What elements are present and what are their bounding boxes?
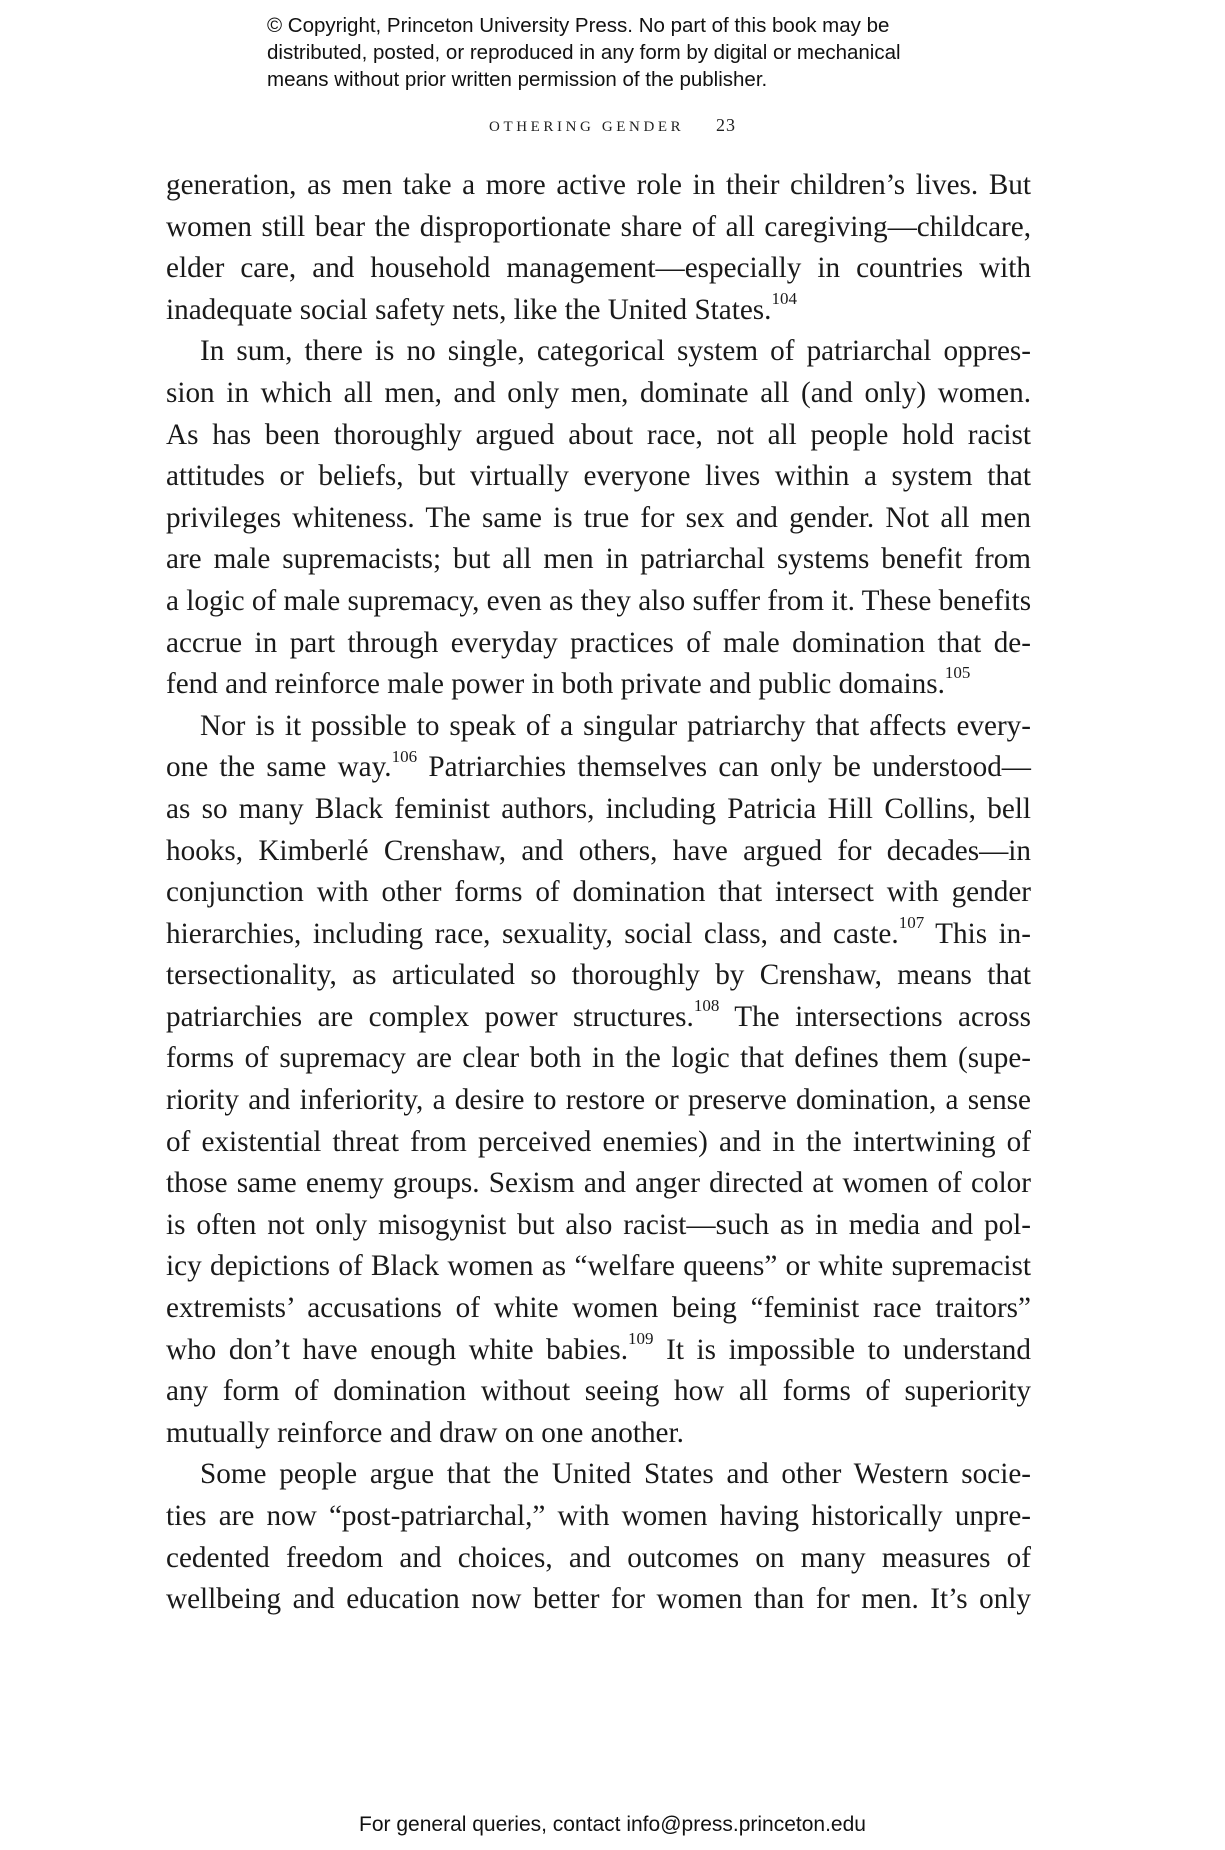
text-line: sion in which all men, and only men, dominate all (and only) women. [166, 376, 1031, 409]
text-line: one the same way.$^{106}$ Patriarchies themselves can only be understood— [166, 746, 1031, 784]
text-line: privileges whiteness. The same is true for sex and gender. Not all men [166, 501, 1031, 534]
footer-contact: For general queries, contact info@press.princeton.edu [359, 1813, 866, 1836]
text-line: As has been thoroughly argued about race, not all people hold racist [166, 418, 1031, 451]
copyright-line: means without prior written permission of the publisher. [267, 68, 768, 91]
text-line: hooks, Kimberlé Crenshaw, and others, have argued for decades—in [166, 834, 1031, 867]
text-line: In sum, there is no single, categorical system of patriarchal oppres- [200, 335, 1031, 368]
text-line: extremists’ accusations of white women being “feminist race traitors” [166, 1292, 1031, 1325]
text-line: hierarchies, including race, sexuality, social class, and caste.$^{107}$ This in- [166, 912, 1031, 950]
footnote-marker: 104 [771, 289, 797, 309]
copyright-line: distributed, posted, or reproduced in any form by digital or mechanical [267, 41, 901, 64]
text-line: riority and inferiority, a desire to restore or preserve domination, a sense [166, 1084, 1031, 1117]
text-line: accrue in part through everyday practices of male domination that de- [166, 626, 1031, 659]
text-line: a logic of male supremacy, even as they also suffer from it. These benefits [166, 584, 1032, 617]
text-line: tersectionality, as articulated so thoroughly by Crenshaw, means that [166, 959, 1031, 992]
text-line: ties are now “post-patriarchal,” with women having historically unpre- [166, 1500, 1031, 1532]
text-line: who don’t have enough white babies.$^{109}$ It is impossible to understand [166, 1328, 1031, 1366]
text-line: is often not only misogynist but also racist—such as in media and pol- [166, 1208, 1031, 1241]
text-line: conjunction with other forms of domination that intersect with gender [166, 876, 1031, 909]
body-text [166, 165, 1031, 1621]
page-number: 23 [715, 115, 736, 135]
footnote-marker: 109 [628, 1328, 654, 1348]
text-line: any form of domination without seeing how all forms of superiority [166, 1375, 1031, 1408]
text-line: forms of supremacy are clear both in the logic that defines them (supe- [166, 1042, 1031, 1075]
text-line: Nor is it possible to speak of a singular patriarchy that affects every- [200, 709, 1031, 742]
text-line: patriarchies are complex power structures.$^{108}$ The intersections across [166, 996, 1031, 1033]
text-line: as so many Black feminist authors, including Patricia Hill Collins, bell [166, 792, 1031, 825]
text-line: fend and reinforce male power in both private and public domains.$^{105}$ [166, 663, 971, 701]
text-line: of existential threat from perceived enemies) and in the intertwining of [166, 1125, 1031, 1158]
text-line: generation, as men take a more active role in their children’s lives. But [166, 169, 1031, 201]
footnote-marker: 106 [391, 746, 418, 766]
text-line: mutually reinforce and draw on one another. [166, 1416, 684, 1449]
copyright-notice [267, 12, 1027, 93]
text-line: elder care, and household management—especially in countries with [166, 252, 1031, 285]
text-line: cedented freedom and choices, and outcomes on many measures of [166, 1541, 1031, 1574]
text-line: women still bear the disproportionate share of all caregiving—childcare, [166, 210, 1031, 243]
text-line: attitudes or beliefs, but virtually everyone lives within a system that [166, 460, 1031, 493]
running-head-title: OTHERING GENDER [489, 119, 685, 135]
text-line: Some people argue that the United States and other Western socie- [200, 1458, 1031, 1491]
footnote-marker: 105 [944, 663, 971, 683]
text-line: inadequate social safety nets, like the United States.$^{104}$ [166, 289, 797, 326]
text-line: those same enemy groups. Sexism and anger directed at women of color [166, 1167, 1031, 1200]
text-line: icy depictions of Black women as “welfare queens” or white supremacist [166, 1250, 1031, 1283]
text-line: are male supremacists; but all men in patriarchal systems benefit from [166, 543, 1031, 576]
footnote-marker: 107 [898, 912, 925, 932]
running-head [0, 115, 1225, 136]
copyright-line: © Copyright, Princeton University Press. No part of this book may be [267, 14, 890, 37]
footnote-marker: 108 [693, 996, 720, 1016]
text-line: wellbeing and education now better for women than for men. It’s only [166, 1583, 1031, 1616]
